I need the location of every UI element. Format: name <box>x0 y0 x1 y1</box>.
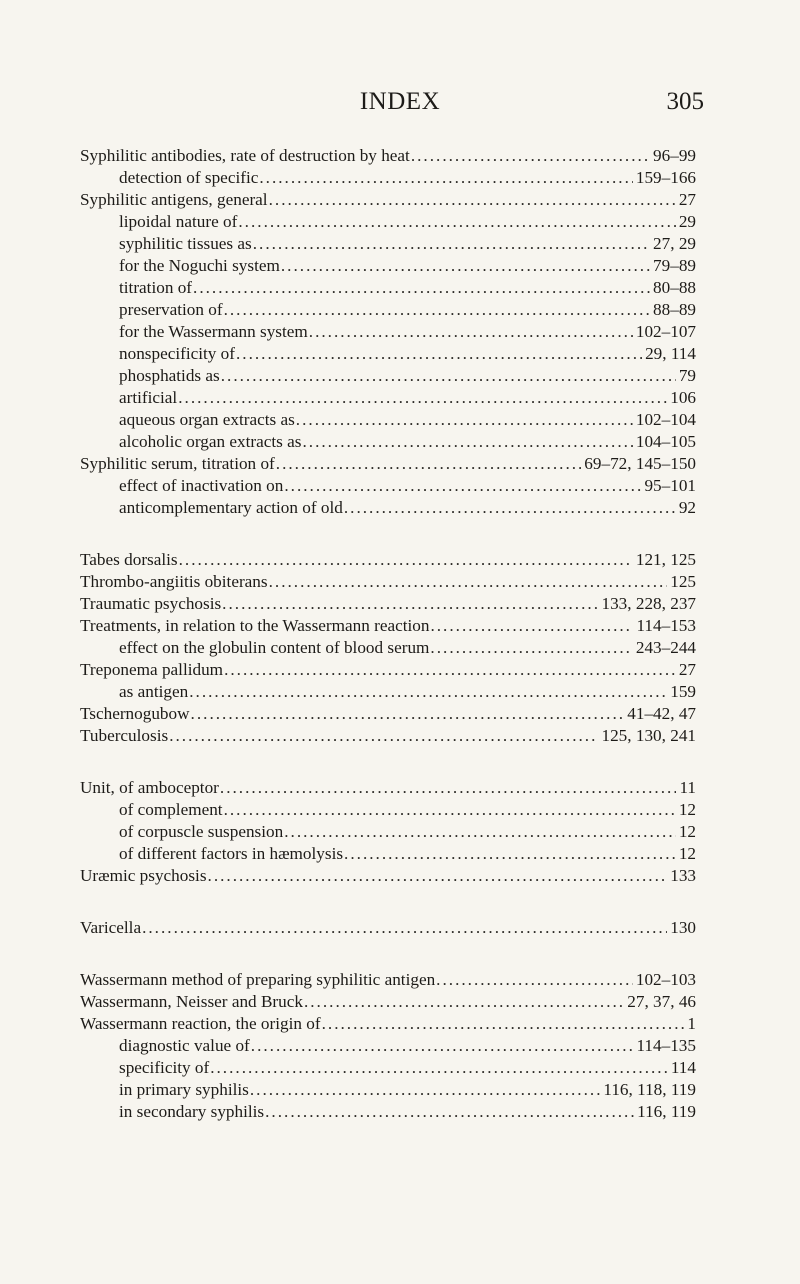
index-subentry <box>80 799 696 821</box>
entry-pages: 27, 29 <box>653 234 696 253</box>
dot-leader <box>224 659 676 681</box>
index-entry <box>80 615 696 637</box>
index-subentry <box>80 431 696 453</box>
entry-pages: 114–153 <box>636 616 696 635</box>
index-subentry <box>80 497 696 519</box>
entry-pages: 104–105 <box>635 432 696 451</box>
entry-term: alcoholic organ extracts as <box>119 432 302 451</box>
index-subentry <box>80 409 696 431</box>
entry-pages: 133, 228, 237 <box>601 594 696 613</box>
entry-term: titration of <box>119 278 193 297</box>
dot-leader <box>344 497 676 519</box>
index-group <box>80 145 696 519</box>
entry-term: Tuberculosis <box>80 726 169 745</box>
index-entry <box>80 659 696 681</box>
dot-leader <box>436 969 633 991</box>
entry-term: as antigen <box>119 682 189 701</box>
index-entry <box>80 593 696 615</box>
entry-pages: 12 <box>678 844 696 863</box>
dot-leader <box>269 189 676 211</box>
entry-pages: 121, 125 <box>635 550 696 569</box>
index-subentry <box>80 299 696 321</box>
entry-pages: 79 <box>678 366 696 385</box>
dot-leader <box>236 343 642 365</box>
index-list <box>80 145 696 1153</box>
entry-pages: 102–103 <box>635 970 696 989</box>
entry-pages: 27, 37, 46 <box>627 992 696 1011</box>
index-entry <box>80 865 696 887</box>
dot-leader <box>193 277 650 299</box>
dot-leader <box>178 387 667 409</box>
entry-term: Treatments, in relation to the Wassermann reaction <box>80 616 430 635</box>
entry-term: for the Noguchi system <box>119 256 280 275</box>
entry-pages: 29 <box>678 212 696 231</box>
dot-leader <box>284 821 676 843</box>
dot-leader <box>309 321 633 343</box>
index-subentry <box>80 843 696 865</box>
index-subentry <box>80 277 696 299</box>
index-subentry <box>80 255 696 277</box>
dot-leader <box>296 409 633 431</box>
entry-term: effect on the globulin content of blood serum <box>119 638 430 657</box>
entry-term: lipoidal nature of <box>119 212 238 231</box>
entry-term: Tabes dorsalis <box>80 550 178 569</box>
entry-pages: 95–101 <box>644 476 696 495</box>
entry-term: of corpuscle suspension <box>119 822 284 841</box>
entry-pages: 1 <box>687 1014 696 1033</box>
entry-pages: 12 <box>678 822 696 841</box>
entry-term: Wassermann method of preparing syphilitic antigen <box>80 970 436 989</box>
entry-term: detection of specific <box>119 168 259 187</box>
index-entry <box>80 991 696 1013</box>
entry-term: Varicella <box>80 918 142 937</box>
entry-pages: 80–88 <box>653 278 696 297</box>
index-subentry <box>80 1079 696 1101</box>
entry-pages: 12 <box>678 800 696 819</box>
index-group <box>80 917 696 939</box>
index-subentry <box>80 365 696 387</box>
index-entry <box>80 725 696 747</box>
dot-leader <box>269 571 668 593</box>
index-group <box>80 549 696 747</box>
entry-pages: 106 <box>670 388 696 407</box>
index-group <box>80 969 696 1123</box>
dot-leader <box>411 145 650 167</box>
index-entry <box>80 1013 696 1035</box>
entry-term: diagnostic value of <box>119 1036 250 1055</box>
entry-pages: 41–42, 47 <box>627 704 696 723</box>
index-subentry <box>80 821 696 843</box>
entry-term: phosphatids as <box>119 366 220 385</box>
entry-term: specificity of <box>119 1058 210 1077</box>
index-entry <box>80 571 696 593</box>
entry-pages: 114–135 <box>636 1036 696 1055</box>
dot-leader <box>191 703 625 725</box>
entry-pages: 159–166 <box>635 168 696 187</box>
entry-term: Uræmic psychosis <box>80 866 207 885</box>
entry-term: of different factors in hæmolysis <box>119 844 344 863</box>
index-entry <box>80 453 696 475</box>
dot-leader <box>251 1035 634 1057</box>
entry-term: Treponema pallidum <box>80 660 224 679</box>
entry-pages: 96–99 <box>653 146 696 165</box>
index-subentry <box>80 475 696 497</box>
dot-leader <box>169 725 598 747</box>
entry-pages: 92 <box>678 498 696 517</box>
index-entry <box>80 777 696 799</box>
entry-term: artificial <box>119 388 178 407</box>
entry-term: syphilitic tissues as <box>119 234 252 253</box>
index-entry <box>80 917 696 939</box>
entry-term: aqueous organ extracts as <box>119 410 295 429</box>
entry-term: anticomplementary action of old <box>119 498 343 517</box>
dot-leader <box>284 475 641 497</box>
dot-leader <box>304 991 624 1013</box>
entry-term: Unit, of amboceptor <box>80 778 219 797</box>
dot-leader <box>259 167 632 189</box>
dot-leader <box>253 233 650 255</box>
entry-term: Syphilitic antigens, general <box>80 190 268 209</box>
entry-pages: 102–104 <box>635 410 696 429</box>
dot-leader <box>210 1057 668 1079</box>
entry-term: in primary syphilis <box>119 1080 249 1099</box>
entry-term: Syphilitic antibodies, rate of destruction by heat <box>80 146 410 165</box>
dot-leader <box>281 255 650 277</box>
index-subentry <box>80 211 696 233</box>
index-subentry <box>80 387 696 409</box>
entry-pages: 159 <box>670 682 696 701</box>
page-number: 305 <box>666 88 704 115</box>
entry-pages: 130 <box>670 918 696 937</box>
entry-term: Tschernogubow <box>80 704 190 723</box>
dot-leader <box>221 365 676 387</box>
dot-leader <box>276 453 582 475</box>
running-head <box>0 88 800 122</box>
entry-pages: 243–244 <box>635 638 696 657</box>
entry-pages: 11 <box>679 778 696 797</box>
index-subentry <box>80 1035 696 1057</box>
entry-term: Syphilitic serum, titration of <box>80 454 275 473</box>
entry-pages: 125 <box>670 572 696 591</box>
dot-leader <box>238 211 675 233</box>
dot-leader <box>222 593 598 615</box>
entry-pages: 27 <box>678 660 696 679</box>
dot-leader <box>224 799 676 821</box>
index-subentry <box>80 1101 696 1123</box>
entry-pages: 27 <box>678 190 696 209</box>
entry-pages: 114 <box>670 1058 696 1077</box>
entry-pages: 69–72, 145–150 <box>584 454 696 473</box>
entry-pages: 133 <box>670 866 696 885</box>
index-entry <box>80 703 696 725</box>
index-entry <box>80 969 696 991</box>
dot-leader <box>220 777 677 799</box>
index-entry <box>80 189 696 211</box>
index-subentry <box>80 681 696 703</box>
dot-leader <box>224 299 650 321</box>
entry-pages: 116, 118, 119 <box>603 1080 696 1099</box>
index-group <box>80 777 696 887</box>
page-title: INDEX <box>359 88 441 115</box>
dot-leader <box>189 681 667 703</box>
entry-term: Thrombo-angiitis obiterans <box>80 572 268 591</box>
dot-leader <box>344 843 676 865</box>
entry-term: preservation of <box>119 300 223 319</box>
index-subentry <box>80 343 696 365</box>
index-subentry <box>80 321 696 343</box>
dot-leader <box>179 549 633 571</box>
dot-leader <box>208 865 668 887</box>
entry-pages: 79–89 <box>653 256 696 275</box>
dot-leader <box>430 615 633 637</box>
entry-pages: 125, 130, 241 <box>601 726 696 745</box>
index-subentry <box>80 637 696 659</box>
index-entry <box>80 549 696 571</box>
entry-term: nonspecificity of <box>119 344 235 363</box>
entry-term: effect of inactivation on <box>119 476 284 495</box>
dot-leader <box>265 1101 634 1123</box>
entry-term: of complement <box>119 800 223 819</box>
entry-term: Wassermann reaction, the origin of <box>80 1014 321 1033</box>
index-subentry <box>80 167 696 189</box>
dot-leader <box>322 1013 685 1035</box>
entry-term: for the Wassermann system <box>119 322 308 341</box>
entry-term: Traumatic psychosis <box>80 594 222 613</box>
index-subentry <box>80 233 696 255</box>
entry-term: in secondary syphilis <box>119 1102 265 1121</box>
entry-term: Wassermann, Neisser and Bruck <box>80 992 303 1011</box>
entry-pages: 116, 119 <box>637 1102 696 1121</box>
dot-leader <box>142 917 667 939</box>
dot-leader <box>430 637 632 659</box>
entry-pages: 29, 114 <box>645 344 696 363</box>
dot-leader <box>302 431 632 453</box>
index-entry <box>80 145 696 167</box>
dot-leader <box>250 1079 601 1101</box>
entry-pages: 102–107 <box>635 322 696 341</box>
index-subentry <box>80 1057 696 1079</box>
entry-pages: 88–89 <box>653 300 696 319</box>
